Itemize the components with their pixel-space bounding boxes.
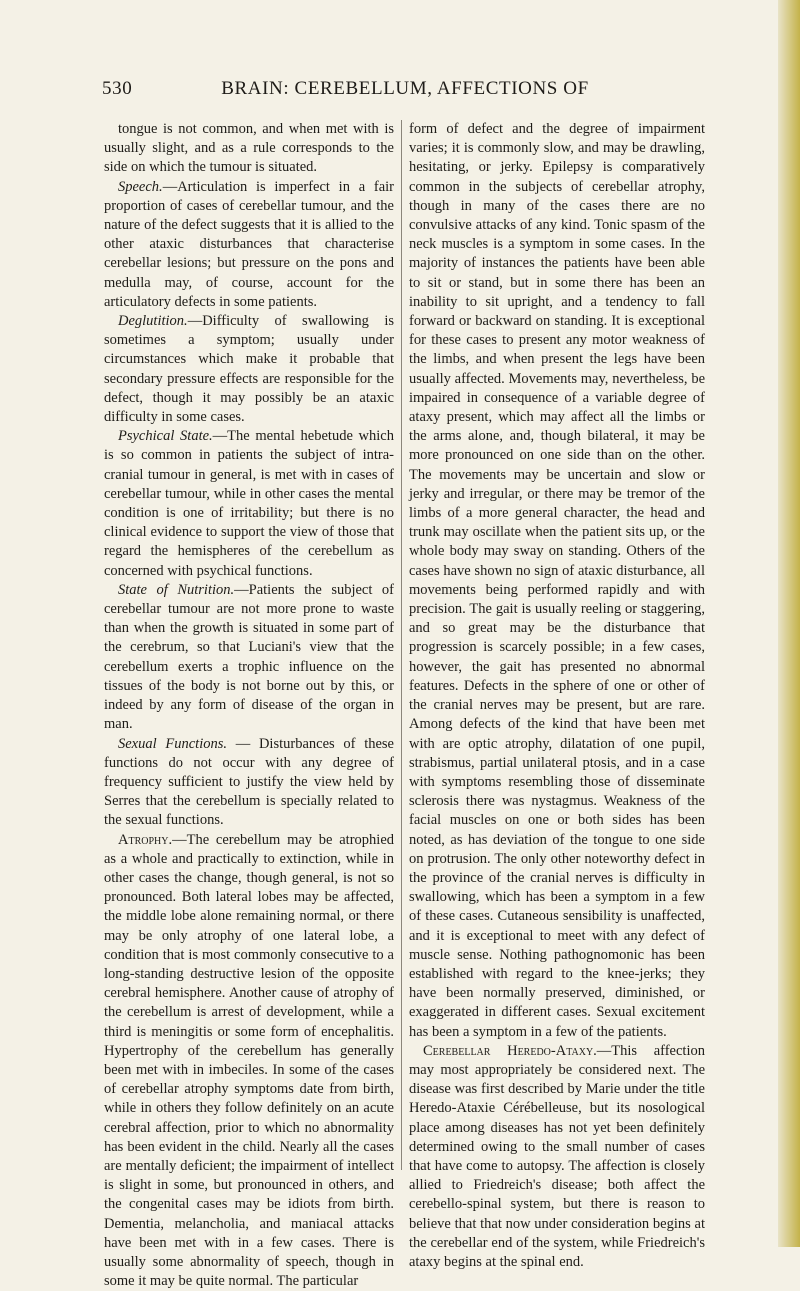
left-column <box>104 120 394 1291</box>
paragraph-cerebellar-heredo-ataxy: Cerebellar Heredo-Ataxy.—This affection may most appropriately be considered next. The disease was first described by Marie under the title Heredo-Ataxie Cérébelleuse, but its nosological place among diseases has not yet been definitely determined owing to the small number of cases that have come to autopsy. The affection is closely allied to Friedreich's disease; both affect the cerebello-spinal system, but there is reason to believe that that now under consideration begins at the cerebellar end of the system, while Friedreich's ataxy begins at the spinal end. <box>409 1042 705 1270</box>
paragraph-atrophy: Atrophy.—The cerebellum may be atrophied as a whole and practically to extinction, while in other cases the change, though general, is not so pronounced. Both lateral lobes may be affected, the middle lobe alone remaining normal, or there may be only atrophy of one lateral lobe, a condition that is most commonly consecutive to a long-standing destructive lesion of the opposite cerebral hemisphere. Another cause of atrophy of the cerebellum is arrest of development, while a third is meningitis or some form of encephalitis. Hypertrophy of the cerebellum has generally been met with in imbeciles. In some of the cases of cerebellar atrophy symptoms date from birth, while in others they follow definitely on an acute cerebral affection, prior to which no abnormality has been evident in the child. Nearly all the cases are mentally deficient; the impairment of intellect is slight in some, but pronounced in others, and the congenital cases may be idiots from birth. Dementia, melancholia, and maniacal attacks have been met with in a few cases. There is usually some abnormality of speech, though in some it may be quite normal. The particular <box>104 831 394 1290</box>
running-title: BRAIN: CEREBELLUM, AFFECTIONS OF <box>221 78 589 99</box>
paragraph-heading: Sexual Functions. <box>118 735 227 752</box>
page-edge <box>778 0 800 1247</box>
paragraph: tongue is not common, and when met with is usually slight, and as a rule corresponds to the side on which the tumour is situated. <box>104 121 394 176</box>
column-divider <box>401 120 402 1170</box>
paragraph-speech: Speech.—Articulation is imperfect in a fair proportion of cases of cerebellar tumour, and the nature of the defect suggests that it is allied to the other ataxic disturbances that characterise cerebellar lesions; but pressure on the pons and medulla may, of course, account for the articulatory defects in some patients. <box>104 178 394 310</box>
paragraph-deglutition: Deglutition.—Difficulty of swallowing is sometimes a symptom; usually under circumstances which make it probable that secondary pressure effects are responsible for the defect, though it may possibly be an ataxic difficulty in some cases. <box>104 313 394 426</box>
paragraph-sexual-functions: Sexual Functions. — Disturbances of these functions do not occur with any degree of frequency sufficient to justify the view held by Serres that the cerebellum is specially related to the sexual functions. <box>104 735 394 829</box>
paragraph-heading: Speech. <box>118 178 163 195</box>
paragraph-heading: Psychical State. <box>118 428 213 445</box>
page-header <box>102 78 708 102</box>
section-heading: Cerebellar Heredo-Ataxy. <box>423 1042 597 1059</box>
paragraph-heading: Deglutition. <box>118 313 188 330</box>
right-column <box>409 120 705 1272</box>
paragraph-state-of-nutrition: State of Nutrition.—Patients the subject of cerebellar tumour are not more prone to waste than when the growth is situated in some part of the cerebrum, so that Luciani's view that the cerebellum exerts a trophic influence on the tissues of the body is not borne out by this, or indeed by any form of disease of the organ in man. <box>104 581 395 733</box>
paragraph: form of defect and the degree of impairment varies; it is commonly slow, and may be drawling, hesitating, or jerky. Epilepsy is comparatively common in the subjects of cerebellar atrophy, though in many of the cases there are no convulsive attacks of any kind. Tonic spasm of the neck muscles is a symptom in some cases. In the majority of instances the patients have been able to sit or stand, but in some there has been an inability to sit upright, and a tendency to fall forward or backward on standing. It is exceptional for these cases to present any motor weakness of the limbs, and when present the legs have been usually affected. Movements may, nevertheless, be impaired in consequence of a variable degree of ataxy present, which may affect all the limbs or the arms alone, and, though bilateral, it may be more pronounced on one side than on the other. The movements may be uncertain and slow or jerky and irregular, or there may be tremor of the limbs of a more general character, the head and trunk may oscillate when the patient sits up, or the whole body may sway on standing. Others of the cases have shown no sign of ataxic disturbance, all movements being performed rapidly and with precision. The gait is usually reeling or staggering, and so great may be the disturbance that progression is scarcely possible; in a few cases, however, the gait has presented no abnormal features. Defects in the sphere of one or other of the cranial nerves may be present, but are rare. Among defects of the kind that have been met with are optic atrophy, dilatation of one pupil, strabismus, partial unilateral ptosis, and in a case with symptoms resembling those of disseminate sclerosis there was nystagmus. Weakness of the facial muscles on one or both sides has been noted, as has deviation of the tongue to one side on protrusion. The only other noteworthy defect in the province of the cranial nerves is difficulty in swallowing, which has been a symptom in a few of these cases. Cutaneous sensibility is unaffected, and it is exceptional to meet with any defect of muscle sense. Nothing pathognomonic has been established with regard to the knee-jerks; they have been normally preserved, diminished, or exaggerated in different cases. Sexual excitement has been a symptom in a few of the patients. <box>409 121 705 1040</box>
section-heading: Atrophy. <box>118 831 173 848</box>
paragraph-psychical-state: Psychical State.—The mental hebetude which is so common in patients the subject of intra-cranial tumour in general, is met with in cases of cerebellar tumour, while in other cases the mental condition is one of irritability; but there is no clinical evidence to support the view of those that regard the hemispheres of the cerebellum as concerned with psychical functions. <box>104 428 394 579</box>
page-number: 530 <box>102 78 133 99</box>
paragraph-heading: State of Nutrition. <box>118 581 235 598</box>
